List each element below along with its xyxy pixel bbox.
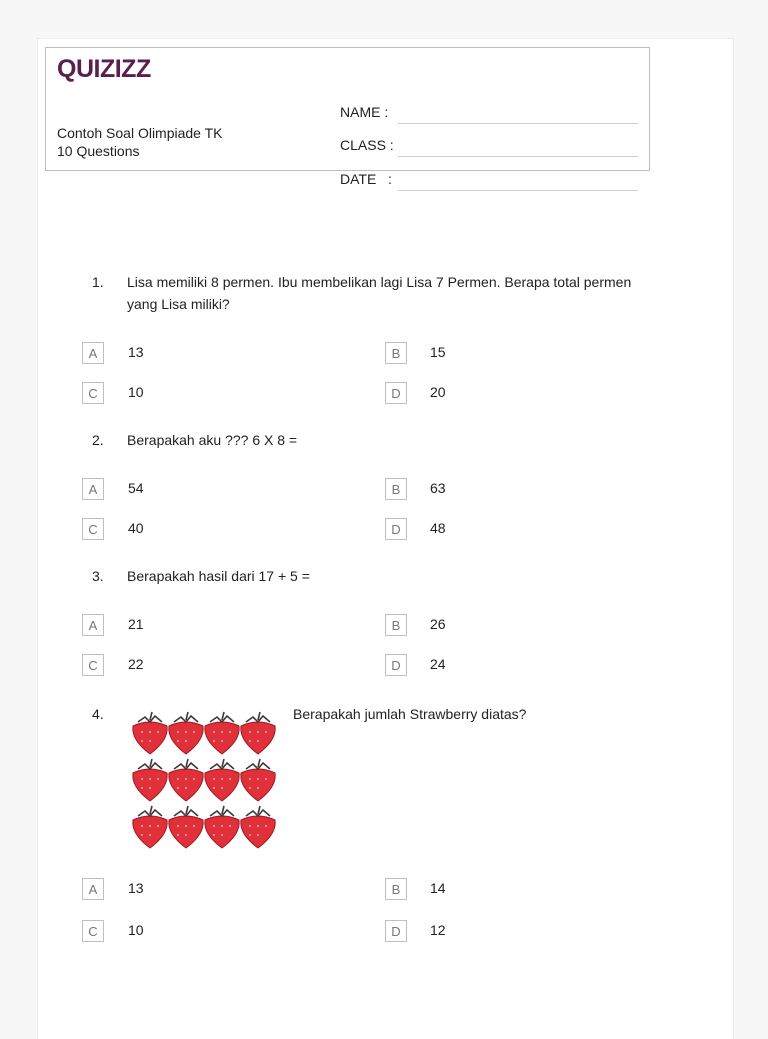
option-text[interactable]: 10 — [128, 384, 144, 400]
question-text: Berapakah hasil dari 17 + 5 = — [127, 568, 310, 584]
option-text[interactable]: 63 — [430, 480, 446, 496]
question-number: 3. — [92, 568, 104, 584]
option-letter[interactable]: D — [385, 654, 407, 676]
class-field[interactable] — [340, 137, 638, 153]
strawberry-icon — [169, 712, 203, 754]
strawberry-icon — [205, 712, 239, 754]
option-text[interactable]: 13 — [128, 880, 144, 896]
class-label: CLASS : — [340, 137, 394, 153]
strawberries-image — [130, 708, 278, 854]
option-letter[interactable]: A — [82, 878, 104, 900]
option-text[interactable]: 54 — [128, 480, 144, 496]
option-letter[interactable]: C — [82, 382, 104, 404]
name-line — [398, 123, 638, 124]
strawberry-icon — [205, 806, 239, 848]
option-text[interactable]: 21 — [128, 616, 144, 632]
name-label: NAME : — [340, 104, 389, 120]
option-letter[interactable]: C — [82, 518, 104, 540]
strawberry-icon — [205, 759, 239, 801]
question-number: 1. — [92, 274, 104, 290]
option-text[interactable]: 48 — [430, 520, 446, 536]
date-field[interactable] — [340, 171, 638, 187]
option-text[interactable]: 24 — [430, 656, 446, 672]
option-text[interactable]: 40 — [128, 520, 144, 536]
option-letter[interactable]: B — [385, 342, 407, 364]
question-text: Berapakah aku ??? 6 X 8 = — [127, 432, 298, 448]
option-letter[interactable]: A — [82, 478, 104, 500]
question-number: 2. — [92, 432, 104, 448]
quizizz-logo: QUIZIZZ — [57, 55, 151, 83]
strawberry-icon — [133, 712, 167, 754]
option-text[interactable]: 10 — [128, 922, 144, 938]
option-letter[interactable]: D — [385, 382, 407, 404]
question-number: 4. — [92, 706, 104, 722]
class-line — [398, 156, 638, 157]
option-text[interactable]: 22 — [128, 656, 144, 672]
date-line — [398, 190, 638, 191]
worksheet-header — [45, 47, 650, 187]
strawberry-icon — [169, 759, 203, 801]
question-text: Lisa memiliki 8 permen. Ibu membelikan lagi Lisa 7 Permen. Berapa total permen yang Lisa miliki? — [127, 274, 632, 312]
date-label: DATE : — [340, 171, 392, 187]
option-text[interactable]: 26 — [430, 616, 446, 632]
option-letter[interactable]: C — [82, 920, 104, 942]
option-letter[interactable]: C — [82, 654, 104, 676]
question-text: Berapakah jumlah Strawberry diatas? — [293, 706, 527, 722]
strawberry-icon — [241, 806, 275, 848]
strawberry-icon — [169, 806, 203, 848]
strawberry-icon — [133, 759, 167, 801]
option-text[interactable]: 15 — [430, 344, 446, 360]
option-text[interactable]: 13 — [128, 344, 144, 360]
quiz-title: Contoh Soal Olimpiade TK — [57, 125, 223, 141]
strawberry-icon — [241, 759, 275, 801]
option-letter[interactable]: A — [82, 342, 104, 364]
name-field[interactable] — [340, 104, 638, 120]
option-letter[interactable]: B — [385, 614, 407, 636]
option-text[interactable]: 14 — [430, 880, 446, 896]
option-text[interactable]: 20 — [430, 384, 446, 400]
option-letter[interactable]: D — [385, 920, 407, 942]
option-letter[interactable]: A — [82, 614, 104, 636]
quiz-title-block — [57, 124, 223, 160]
strawberry-icon — [241, 712, 275, 754]
strawberry-icon — [133, 806, 167, 848]
option-letter[interactable]: D — [385, 518, 407, 540]
option-letter[interactable]: B — [385, 478, 407, 500]
option-text[interactable]: 12 — [430, 922, 446, 938]
option-letter[interactable]: B — [385, 878, 407, 900]
question-count: 10 Questions — [57, 143, 140, 159]
